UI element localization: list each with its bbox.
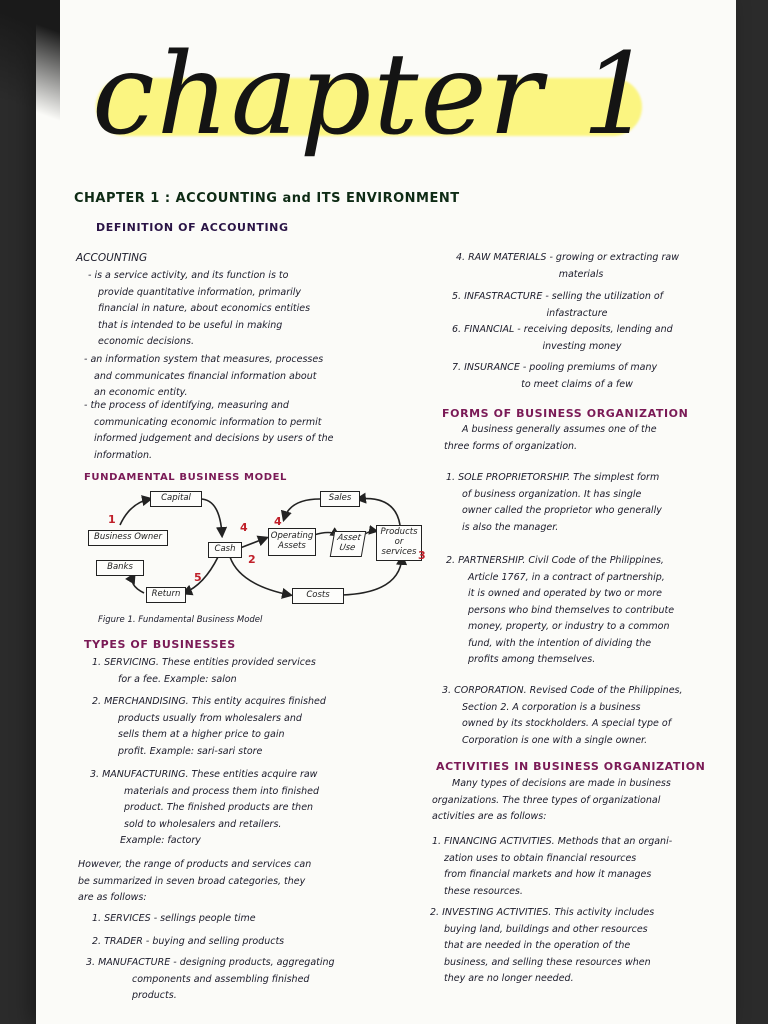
sole-proprietorship (446, 470, 716, 536)
text-line: of business organization. It has single (462, 488, 642, 500)
categories-intro (78, 857, 388, 907)
text-line: information. (94, 449, 153, 461)
text-line: is also the manager. (462, 521, 559, 533)
page-title: chapter 1 (92, 30, 656, 160)
text-line: profit. Example: sari-sari store (118, 745, 263, 757)
text-line: 1. SOLE PROPRIETORSHIP. The simplest form (446, 472, 660, 483)
text-line: product. The finished products are then (124, 802, 314, 813)
text-line: - is a service activity, and its function is to (88, 270, 289, 281)
text-line: money, property, or industry to a common (468, 621, 670, 632)
financing-activities (432, 834, 714, 900)
text-line: 7. INSURANCE - pooling premiums of many (452, 362, 658, 373)
forms-heading: FORMS OF BUSINESS ORGANIZATION (442, 407, 689, 420)
category-3 (86, 955, 396, 1005)
text-line: provide quantitative information, primarily (98, 286, 302, 298)
sales-box: Sales (320, 491, 360, 507)
accounting-definition-2 (84, 352, 384, 402)
text-line: 1. FINANCING ACTIVITIES. Methods that an organi- (432, 836, 673, 847)
step-number: 4 (274, 515, 282, 528)
text-line: these resources. (444, 885, 523, 897)
type-merchandising (92, 694, 392, 760)
category-4 (456, 250, 706, 283)
text-line: 3. MANUFACTURING. These entities acquire raw (90, 769, 318, 780)
text-line: fund, with the intention of dividing the (468, 637, 652, 649)
accounting-definition-1 (88, 268, 388, 351)
text-line: - an information system that measures, processes (84, 354, 324, 365)
text-line: it is owned and operated by two or more (468, 588, 662, 599)
forms-intro (444, 422, 714, 455)
text-line: activities are as follows: (432, 811, 547, 822)
text-line: to meet claims of a few (521, 378, 633, 390)
figure-caption: Figure 1. Fundamental Business Model (98, 615, 263, 625)
text-line: 1. SERVICING. These entities provided services (92, 657, 316, 668)
text-line: investing money (542, 340, 622, 352)
text-line: profits among themselves. (468, 654, 596, 665)
text-line: zation uses to obtain financial resources (444, 852, 637, 864)
text-line: business, and selling these resources when (444, 956, 651, 968)
text-line: products usually from wholesalers and (118, 712, 302, 724)
text-line: components and assembling finished (132, 973, 310, 985)
text-line: organizations. The three types of organizational (432, 794, 661, 806)
text-line: an economic entity. (94, 387, 188, 398)
cash-box: Cash (208, 542, 242, 558)
arrow-owner-capital (120, 499, 150, 525)
arrow-capital-cash (200, 499, 222, 535)
category-7 (452, 360, 702, 393)
category-5 (452, 289, 702, 322)
step-number: 1 (108, 513, 116, 526)
partnership (446, 553, 716, 669)
text-line: 4. RAW MATERIALS - growing or extracting raw (456, 252, 679, 263)
arrow-costs-products (342, 557, 402, 595)
text-line: financial in nature, about economics entities (98, 303, 311, 314)
text-line: owned by its stockholders. A special type of (462, 718, 672, 729)
products-box: Products or services (376, 525, 422, 561)
category-1: 1. SERVICES - sellings people time (92, 913, 256, 924)
text-line: products. (132, 990, 177, 1001)
text-line: infastracture (546, 307, 608, 319)
text-line: 3. CORPORATION. Revised Code of the Philippines, (442, 685, 683, 696)
text-line: sells them at a higher price to gain (118, 729, 285, 740)
text-line: materials and process them into finished (124, 785, 319, 797)
banks-box: Banks (96, 560, 144, 576)
text-line: that are needed in the operation of the (444, 940, 631, 951)
text-line: 5. INFASTRACTURE - selling the utilization of (452, 291, 664, 302)
text-line: Many types of decisions are made in business (452, 778, 671, 789)
text-line: persons who bind themselves to contribute (468, 604, 675, 616)
text-line: that is intended to be useful in making (98, 319, 283, 331)
type-servicing (92, 655, 392, 688)
activities-intro (432, 776, 712, 826)
arrow-cash-assets (240, 538, 266, 548)
text-line: 3. MANUFACTURE - designing products, aggregating (86, 957, 335, 968)
text-line: are as follows: (78, 892, 147, 903)
step-number: 3 (418, 549, 426, 562)
return-box: Return (146, 587, 186, 603)
accounting-term: ACCOUNTING (76, 252, 148, 264)
text-line: 6. FINANCIAL - receiving deposits, lending and (452, 324, 673, 335)
accounting-definition-3 (84, 398, 384, 464)
activities-heading: ACTIVITIES IN BUSINESS ORGANIZATION (436, 760, 706, 773)
arrow-cash-costs (230, 557, 290, 595)
arrow-products-sales (358, 499, 400, 525)
text-line: A business generally assumes one of the (462, 424, 657, 435)
text-line: sold to wholesalers and retailers. (124, 818, 282, 830)
step-number: 5 (194, 571, 202, 584)
text-line: 2. PARTNERSHIP. Civil Code of the Philippines, (446, 555, 664, 566)
chapter-heading: CHAPTER 1 : ACCOUNTING and ITS ENVIRONMENT (74, 191, 460, 206)
text-line: informed judgement and decisions by users of the (94, 433, 334, 444)
business-model-heading: FUNDAMENTAL BUSINESS MODEL (84, 472, 288, 483)
text-line: Article 1767, in a contract of partnership, (468, 571, 665, 583)
text-line: - the process of identifying, measuring and (84, 400, 289, 411)
definition-heading: DEFINITION OF ACCOUNTING (96, 221, 289, 234)
text-line: Section 2. A corporation is a business (462, 701, 641, 713)
text-line: However, the range of products and services can (78, 859, 312, 870)
text-line: they are no longer needed. (444, 973, 574, 984)
text-line: and communicates financial information about (94, 370, 317, 382)
arrow-return-banks (132, 575, 144, 593)
category-6 (452, 322, 712, 355)
page-shadow (0, 0, 60, 140)
capital-box: Capital (150, 491, 202, 507)
text-line: economic decisions. (98, 336, 194, 347)
text-line: communicating economic information to permit (94, 416, 322, 428)
text-line: be summarized in seven broad categories, they (78, 875, 306, 887)
text-line: Example: factory (120, 835, 201, 846)
text-line: buying land, buildings and other resources (444, 923, 648, 935)
category-2: 2. TRADER - buying and selling products (92, 936, 285, 947)
asset-use-box: Asset Use (330, 531, 367, 557)
text-line: owner called the proprietor who generally (462, 505, 662, 516)
types-heading: TYPES OF BUSINESSES (84, 638, 236, 651)
text-line: 2. INVESTING ACTIVITIES. This activity includes (430, 907, 655, 918)
step-number: 2 (248, 553, 256, 566)
text-line: from financial markets and how it manages (444, 869, 652, 880)
text-line: materials (558, 268, 604, 280)
costs-box: Costs (292, 588, 344, 604)
business-model-diagram (80, 485, 440, 610)
corporation (442, 683, 714, 749)
text-line: for a fee. Example: salon (118, 673, 237, 685)
text-line: Corporation is one with a single owner. (462, 734, 648, 746)
arrow-sales-assets (284, 499, 320, 519)
business-owner-box: Business Owner (88, 530, 168, 546)
text-line: three forms of organization. (444, 440, 578, 452)
operating-assets-box: Operating Assets (268, 528, 316, 556)
step-number: 4 (240, 521, 248, 534)
type-manufacturing (90, 767, 390, 850)
text-line: 2. MERCHANDISING. This entity acquires finished (92, 696, 326, 707)
investing-activities (430, 905, 714, 988)
